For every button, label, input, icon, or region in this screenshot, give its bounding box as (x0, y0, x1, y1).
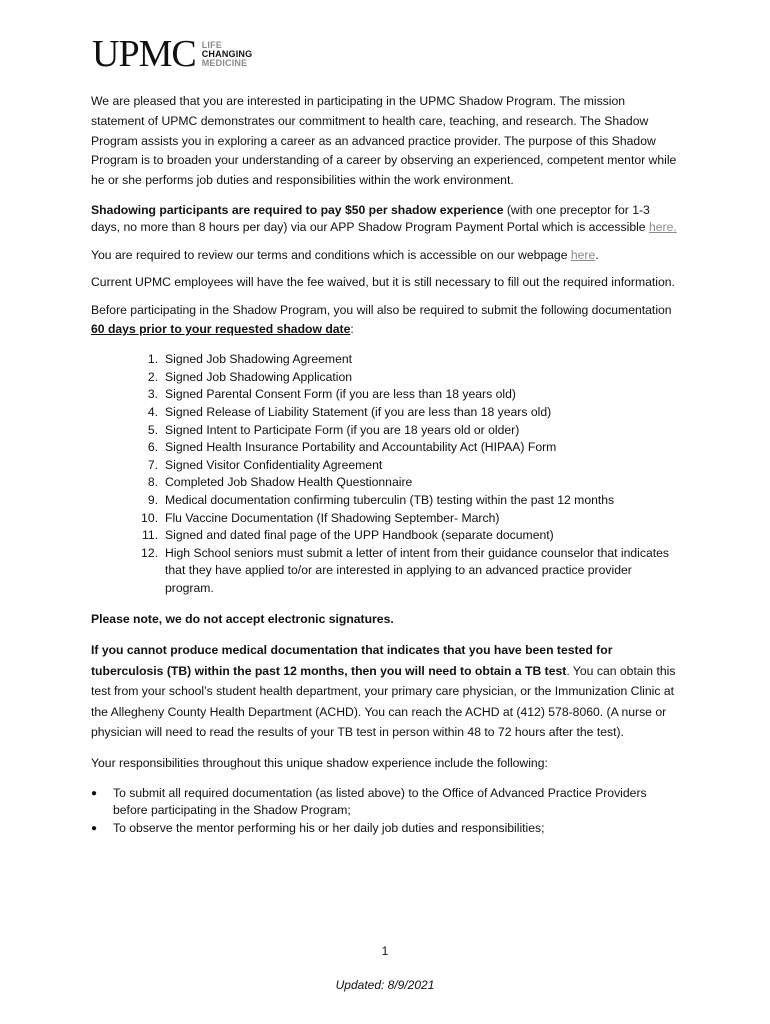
list-item-text: Completed Job Shadow Health Questionnaire (165, 475, 413, 490)
list-item-number: 8. (147, 475, 158, 490)
logo-tagline-line2: CHANGING (201, 48, 253, 59)
list-item (91, 457, 681, 475)
logo-wordmark: UPMC (92, 33, 196, 75)
list-item (91, 510, 681, 528)
list-item (91, 785, 681, 820)
documentation-deadline: 60 days prior to your requested shadow date (91, 322, 351, 337)
list-item-text: Signed Intent to Participate Form (if you are 18 years old or older) (165, 422, 520, 437)
responsibilities-list (91, 785, 681, 838)
list-item (91, 545, 681, 598)
fee-requirement: Shadowing participants are required to pay $50 per shadow experience (91, 202, 504, 217)
documentation-end: : (350, 322, 354, 337)
fee-paragraph (91, 202, 681, 237)
documentation-paragraph (91, 301, 681, 339)
list-item-text: Medical documentation confirming tuberculin (TB) testing within the past 12 months (165, 492, 615, 507)
terms-end: . (595, 247, 599, 262)
list-item (91, 492, 681, 510)
employees-paragraph: Current UPMC employees will have the fee waived, but it is still necessary to fill out the required information. (91, 274, 675, 289)
list-item-number: 3. (147, 387, 158, 402)
payment-portal-link[interactable]: here. (648, 220, 677, 235)
list-item (91, 474, 681, 492)
list-item-text: Signed Job Shadowing Agreement (165, 352, 353, 367)
tb-requirement: If you cannot produce medical documentation that indicates that you have been tested for tuberculosis (TB) within the past 12 months, then you will need to obtain a TB test (91, 643, 613, 678)
list-item-text: To submit all required documentation (as listed above) to the Office of Advanced Practice Providers before participating in the Shadow Program; (113, 785, 647, 818)
list-item (91, 422, 681, 440)
list-item-text: Signed Parental Consent Form (if you are less than 18 years old) (165, 387, 516, 402)
list-item-text: Signed Visitor Confidentiality Agreement (165, 457, 383, 472)
list-item-number: 9. (147, 492, 158, 507)
page-number: 1 (381, 944, 389, 958)
note-text: Please note, we do not accept electronic signatures. (91, 612, 394, 627)
list-item-text: High School seniors must submit a letter of intent from their guidance counselor that indicates that they have applied to/or are interested in applying to an advanced practice provider program. (165, 545, 670, 595)
list-item (91, 820, 681, 838)
responsibilities-intro: Your responsibilities throughout this unique shadow experience include the following: (91, 755, 548, 770)
list-item-text: Signed Release of Liability Statement (if you are less than 18 years old) (165, 404, 552, 419)
list-item-number: 10. (141, 510, 158, 525)
list-item (91, 404, 681, 422)
upmc-logo (92, 33, 253, 75)
list-item-number: 1. (147, 352, 158, 367)
list-item-text: Signed Job Shadowing Application (165, 369, 353, 384)
bullet-icon: ● (91, 822, 98, 834)
required-documents-list (91, 351, 681, 597)
logo-tagline (202, 41, 253, 68)
tb-details: . You can obtain this test from your school’s student health department, your primary care physician, or the Immunization Clinic at the Allegheny County Health Department (ACHD). You can reach the ACHD at (412) 578-8060. (A nurse or physician will need to read the results of your TB test in person within 48 to 72 hours after the test). (91, 663, 676, 740)
logo-tagline-line3: MEDICINE (201, 57, 248, 68)
list-item-number: 2. (147, 369, 158, 384)
tb-paragraph (91, 640, 681, 742)
list-item-text: Flu Vaccine Documentation (If Shadowing September- March) (165, 510, 500, 525)
document-body (91, 92, 681, 837)
fee-details: (with one preceptor for 1-3 days, no more than 8 hours per day) via our APP Shadow Program Payment Portal which is accessible (91, 202, 650, 235)
list-item (91, 527, 681, 545)
logo-tagline-line1: LIFE (201, 39, 223, 50)
list-item-number: 5. (147, 422, 158, 437)
list-item-number: 12. (141, 545, 158, 560)
intro-paragraph: We are pleased that you are interested in participating in the UPMC Shadow Program. The mission statement of UPMC demonstrates our commitment to health care, teaching, and research. The Shadow Program assists you in exploring a career as an advanced practice provider. The purpose of this Shadow Program is to broaden your understanding of a career by observing an experienced, competent mentor while he or she performs job duties and responsibilities within the work environment. (91, 94, 677, 188)
list-item-number: 4. (147, 404, 158, 419)
list-item-number: 6. (147, 440, 158, 455)
documentation-text: Before participating in the Shadow Program, you will also be required to submit the following documentation (91, 303, 672, 318)
updated-date: Updated: 8/9/2021 (335, 978, 435, 992)
list-item (91, 369, 681, 387)
list-item-text: To observe the mentor performing his or her daily job duties and responsibilities; (113, 820, 545, 835)
electronic-signature-note (91, 611, 681, 628)
list-item-number: 11. (141, 528, 158, 543)
list-item-number: 7. (147, 457, 158, 472)
list-item-text: Signed Health Insurance Portability and Accountability Act (HIPAA) Form (165, 440, 557, 455)
bullet-icon: ● (91, 787, 98, 799)
terms-paragraph (91, 247, 681, 264)
terms-text: You are required to review our terms and conditions which is accessible on our webpage (91, 247, 571, 262)
list-item (91, 439, 681, 457)
terms-link[interactable]: here (570, 247, 596, 262)
list-item-text: Signed and dated final page of the UPP Handbook (separate document) (165, 528, 554, 543)
list-item (91, 386, 681, 404)
list-item (91, 351, 681, 369)
